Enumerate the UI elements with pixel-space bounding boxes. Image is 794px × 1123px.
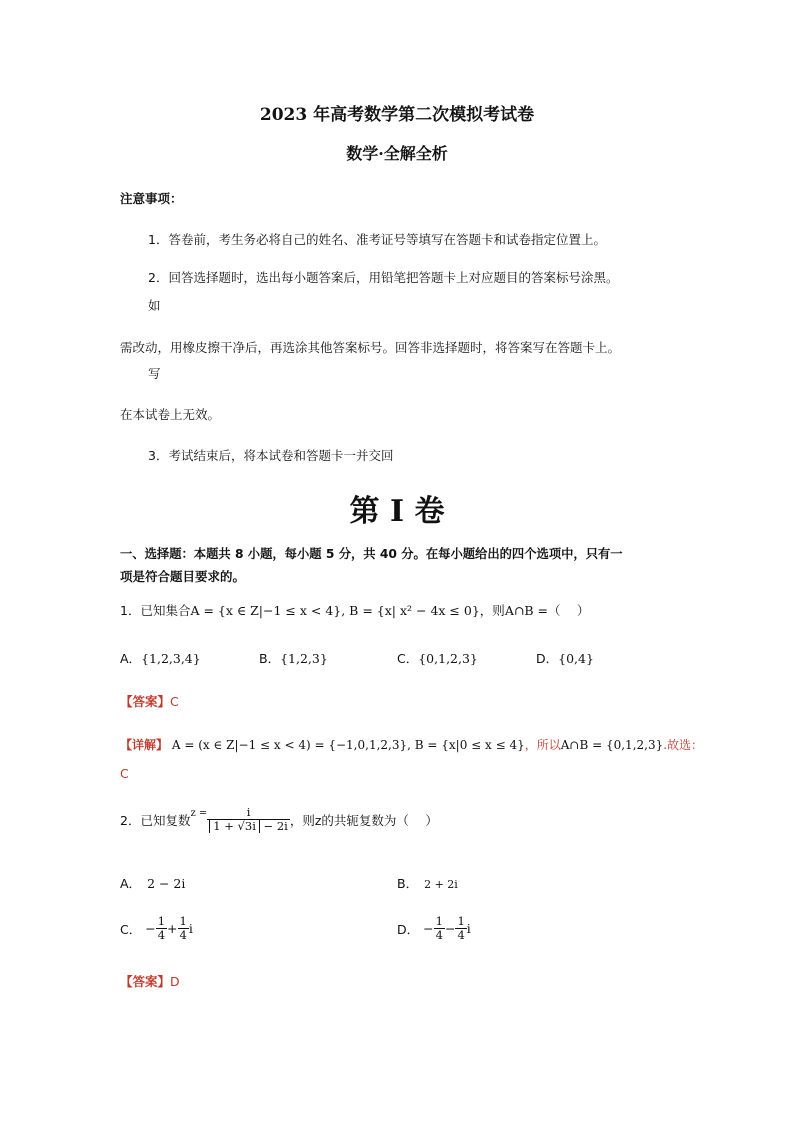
- section-intro-line2: 项是符合题目要求的。: [120, 569, 246, 584]
- note-item-2-cont: 需改动，用橡皮擦干净后，再选涂其他答案标号。回答非选择题时，将答案写在答题卡上。: [120, 340, 621, 355]
- note-item-2-wrap2: 写: [148, 366, 161, 381]
- q1-set-a: A = {x ∈ Z|−1 ≤ x < 4}: [190, 603, 342, 618]
- q1-expr: A∩B =: [504, 603, 548, 618]
- q1-option-c: C．{0,1,2,3}: [397, 651, 478, 666]
- q1-option-d: D．{0,4}: [536, 651, 594, 666]
- q2-suffix: ，则z的共轭复数为（ ）: [289, 812, 438, 828]
- q1-option-a: A．{1,2,3,4}: [120, 651, 201, 666]
- note-item-2-wrap: 如: [148, 298, 161, 313]
- section-intro-line1: 一、选择题：本题共 8 小题，每小题 5 分，共 40 分。在每小题给出的四个选项中，只有一: [120, 547, 623, 561]
- q1-answer: 【答案】C: [120, 694, 179, 709]
- q2-option-c: C． − $\frac{1}{4}$ + $\frac{1}{4}$ i: [120, 914, 193, 942]
- q1-paren: （ ）: [547, 603, 590, 618]
- document-subtitle: 数学·全解全析: [346, 144, 448, 163]
- q1-detail-tag: 【详解】: [120, 738, 169, 752]
- q2-option-d: D． − $\frac{1}{4}$ − $\frac{1}{4}$ i: [397, 914, 471, 942]
- question-1: [120, 601, 589, 619]
- note-item-1: 1．答卷前，考生务必将自己的姓名、准考证号等填写在答题卡和试卷指定位置上。: [148, 232, 606, 247]
- q2-z-label: z =: [190, 808, 208, 819]
- q1-set-b: , B = {x| x² − 4x ≤ 0}: [341, 603, 480, 618]
- q2-answer: 【答案】D: [120, 974, 180, 989]
- q1-suffix: ，则: [479, 603, 505, 618]
- q2-prefix: 2．已知复数: [120, 812, 191, 828]
- q2-option-b: B． 2 + 2i: [397, 876, 458, 891]
- note-item-2-end: 在本试卷上无效。: [120, 407, 221, 422]
- q2-fraction: $\frac{i}{1 + √3i - 2i}$: [207, 806, 290, 833]
- q1-detail-choice: C: [120, 766, 129, 781]
- section-title: 第 I 卷: [349, 494, 445, 529]
- notes-heading: 注意事项：: [120, 191, 183, 206]
- note-item-2: 2．回答选择题时，选出每小题答案后，用铅笔把答题卡上对应题目的答案标号涂黑。: [148, 270, 619, 285]
- q1-prefix: 1．已知集合: [120, 603, 191, 618]
- question-2: [120, 806, 438, 833]
- note-item-3: 3．考试结束后，将本试卷和答题卡一并交回: [148, 448, 394, 463]
- q1-detail: 【详解】 A = (x ∈ Z|−1 ≤ x < 4) = {−1,0,1,2,3}, B = {x|0 ≤ x ≤ 4}，所以A∩B = {0,1,2,3}.故选：: [120, 738, 704, 752]
- q1-option-b: B．{1,2,3}: [259, 651, 328, 666]
- document-title: 2023 年高考数学第二次模拟考试卷: [259, 105, 535, 125]
- q2-option-a: A． 2 − 2i: [120, 876, 186, 891]
